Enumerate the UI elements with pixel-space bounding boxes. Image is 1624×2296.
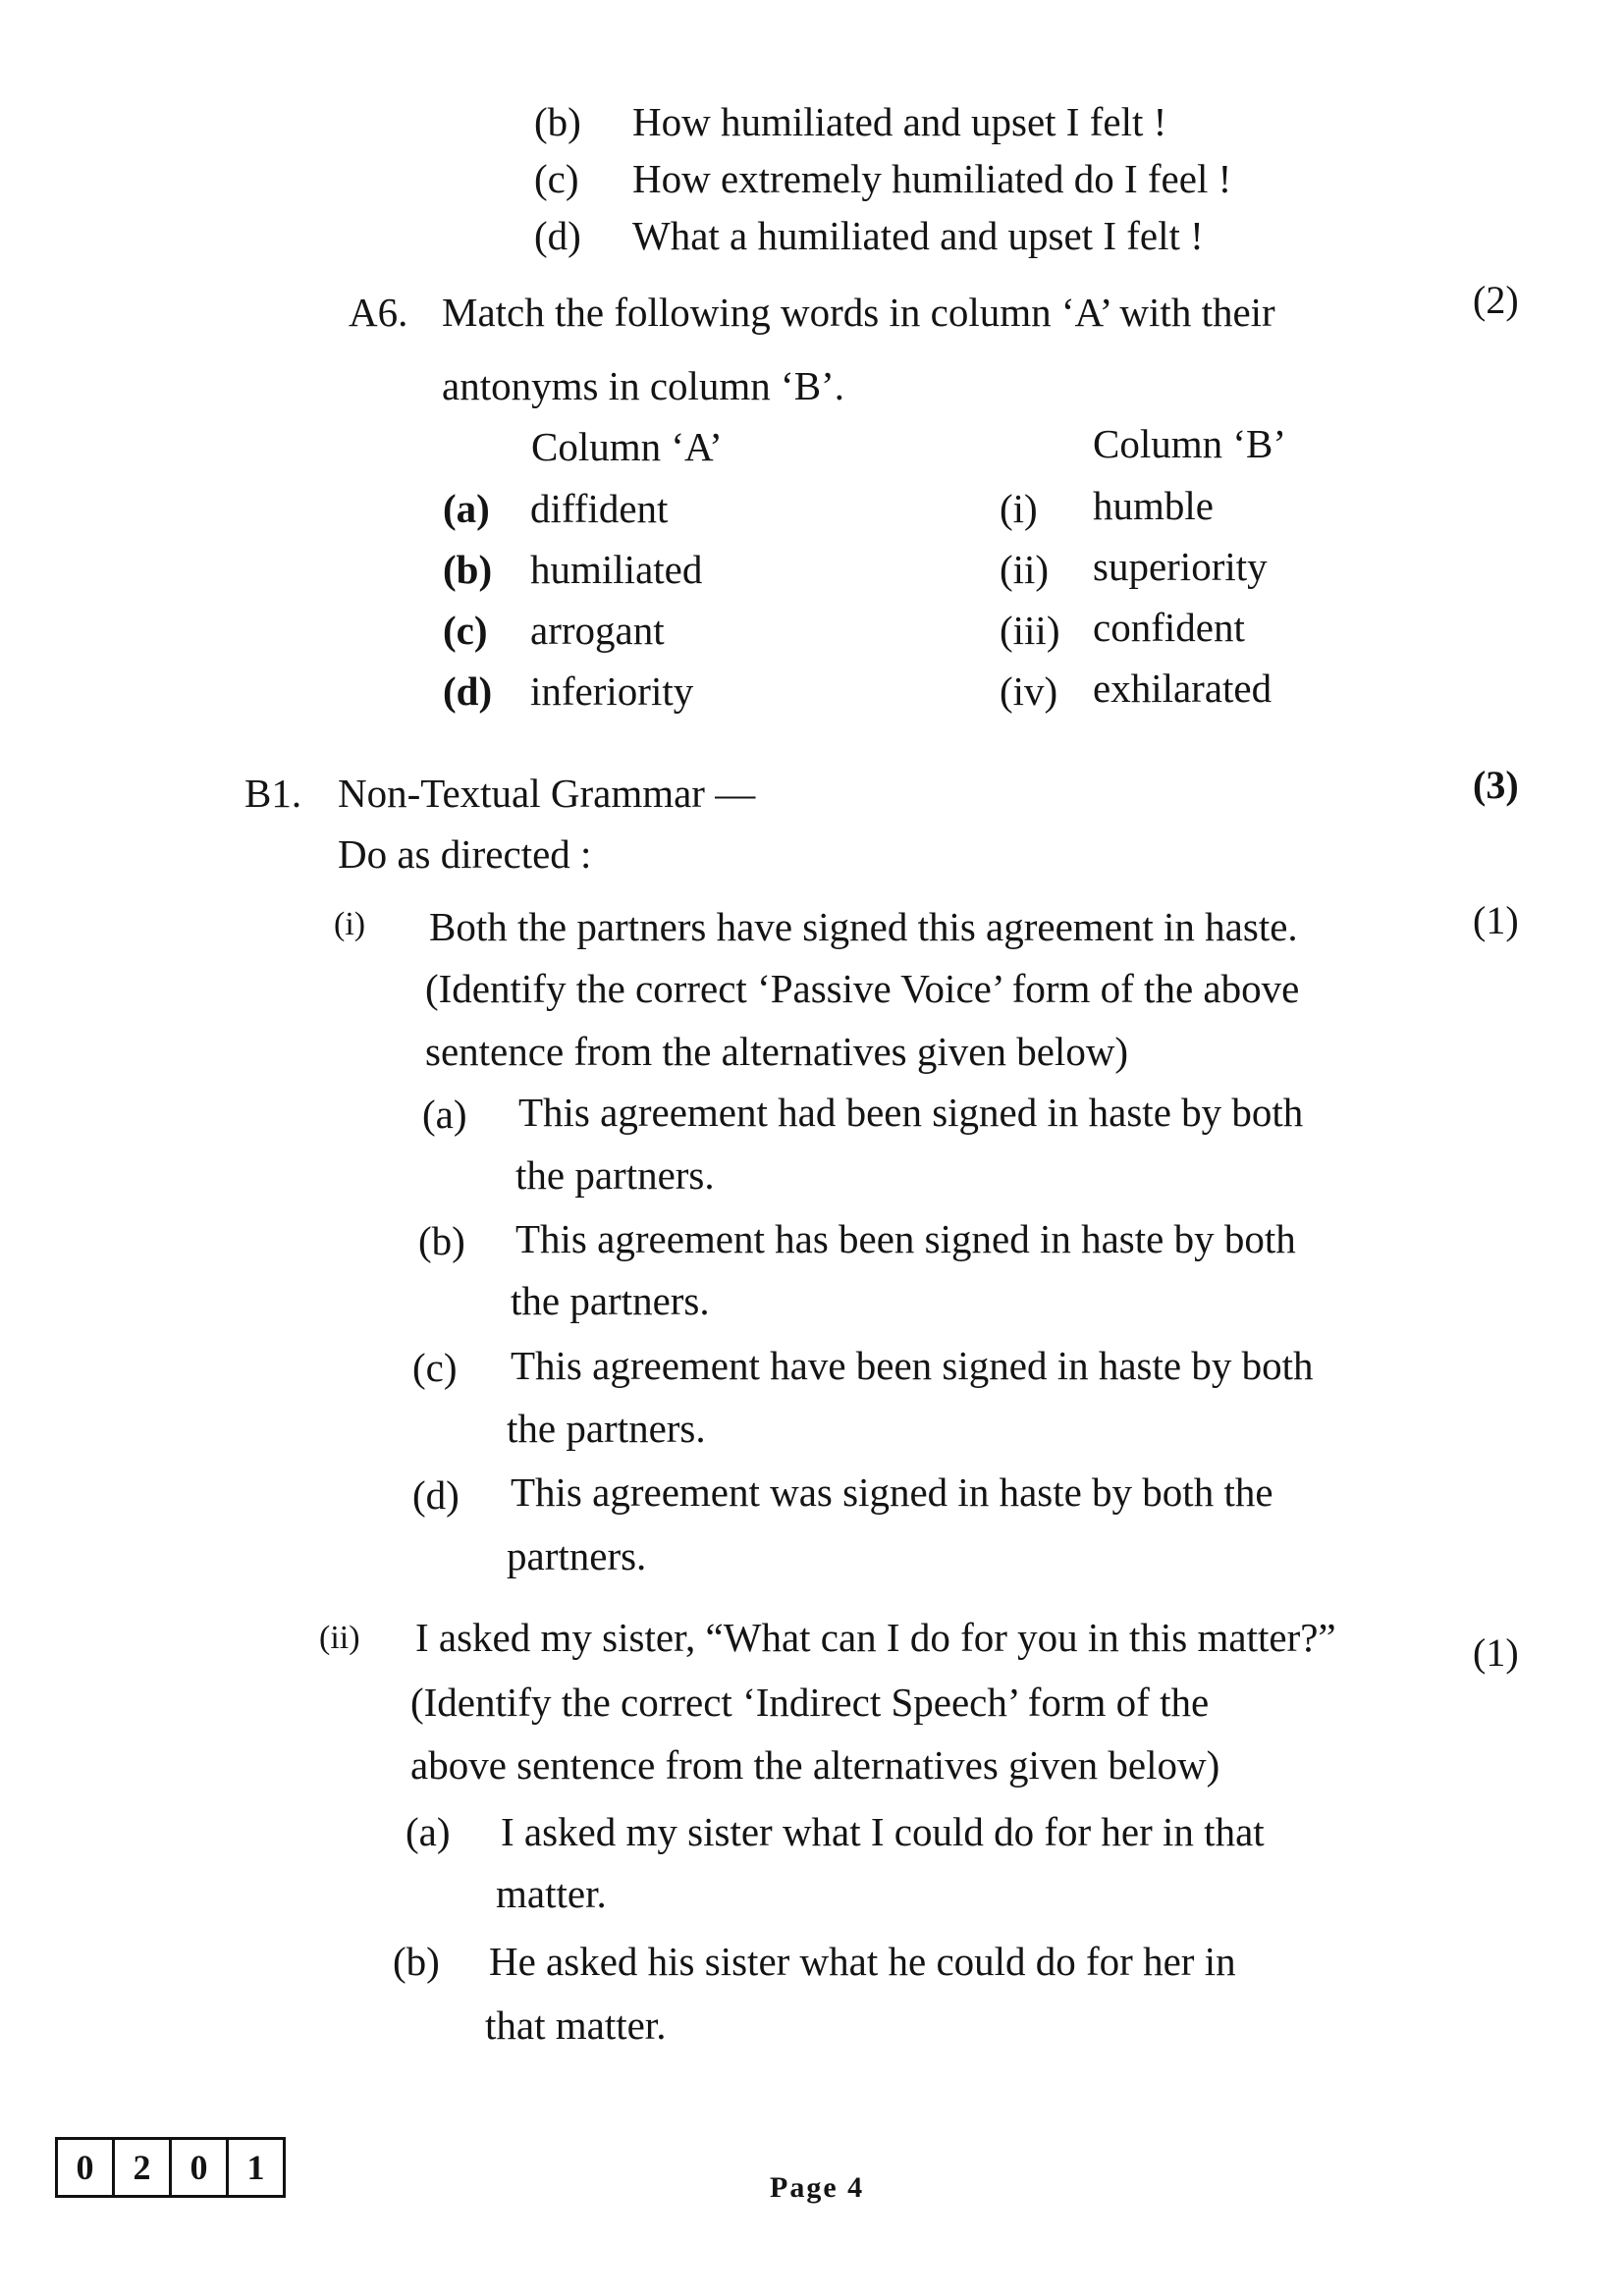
a6-row-iv-label: (iv): [1000, 668, 1058, 714]
b1-q1-option-d-line2: partners.: [507, 1533, 647, 1578]
b1-q1-line2: (Identify the correct ‘Passive Voice’ form of the above: [425, 966, 1300, 1011]
a6-row-c-label: (c): [443, 608, 488, 653]
b1-q2-line1: I asked my sister, “What can I do for you in this matter?”: [415, 1615, 1336, 1660]
a6-row-b-word: humiliated: [530, 547, 703, 592]
b1-q1-marks: (1): [1473, 898, 1519, 942]
b1-q2-line3: above sentence from the alternatives given below): [410, 1742, 1220, 1788]
b1-q1-option-a-line1: This agreement had been signed in haste by both: [518, 1090, 1304, 1135]
b1-q2-line2: (Identify the correct ‘Indirect Speech’ form of the: [410, 1680, 1210, 1725]
a6-row-a-word: diffident: [530, 486, 669, 531]
b1-q1-option-d-label: (d): [412, 1472, 460, 1518]
b1-q1-option-c-line2: the partners.: [507, 1406, 706, 1451]
a5-option-b-text: How humiliated and upset I felt !: [632, 99, 1167, 144]
a6-line1: Match the following words in column ‘A’ with their: [442, 290, 1275, 335]
b1-q1-option-b-line1: This agreement has been signed in haste by both: [515, 1216, 1296, 1261]
paper-code-digit: 1: [246, 2148, 265, 2187]
b1-q1-line3: sentence from the alternatives given below): [425, 1029, 1129, 1074]
b1-q2-option-a-line1: I asked my sister what I could do for her in that: [501, 1809, 1265, 1854]
a6-row-c-word: arrogant: [530, 608, 665, 653]
paper-code-digit: 2: [115, 2140, 172, 2195]
a6-number: A6.: [349, 290, 408, 335]
b1-q2-option-b-line2: that matter.: [485, 2002, 667, 2048]
a6-row-ii-label: (ii): [1000, 547, 1050, 592]
b1-instruction: Do as directed :: [338, 831, 592, 877]
a5-option-b-label: (b): [534, 99, 581, 144]
a6-line2: antonyms in column ‘B’.: [442, 363, 844, 408]
a5-option-c-text: How extremely humiliated do I feel !: [632, 156, 1232, 201]
b1-q2-number: (ii): [319, 1620, 360, 1656]
b1-number: B1.: [244, 771, 302, 816]
a6-row-i-label: (i): [1000, 486, 1038, 531]
a6-row-iv-word: exhilarated: [1093, 666, 1272, 711]
a6-column-a-header: Column ‘A’: [531, 424, 723, 469]
b1-q2-option-b-label: (b): [393, 1939, 440, 1984]
b1-marks: (3): [1473, 763, 1519, 807]
b1-q2-option-a-line2: matter.: [496, 1871, 607, 1916]
a6-row-d-word: inferiority: [530, 668, 694, 714]
b1-q1-option-b-label: (b): [418, 1218, 465, 1263]
a5-option-d-text: What a humiliated and upset I felt !: [632, 213, 1204, 258]
a6-row-b-label: (b): [443, 547, 493, 592]
a6-row-iii-label: (iii): [1000, 608, 1060, 653]
a5-option-d-label: (d): [534, 213, 581, 258]
page-number: Page 4: [770, 2171, 865, 2204]
b1-q1-option-a-line2: the partners.: [515, 1152, 715, 1198]
b1-q1-number: (i): [334, 906, 366, 942]
a6-row-a-label: (a): [443, 486, 490, 531]
paper-code-box: [55, 2137, 286, 2198]
a5-option-c-label: (c): [534, 156, 579, 201]
b1-q2-option-b-line1: He asked his sister what he could do for her in: [489, 1939, 1236, 1984]
b1-q1-option-c-label: (c): [412, 1345, 458, 1390]
a6-marks: (2): [1473, 278, 1519, 322]
b1-q1-option-d-line1: This agreement was signed in haste by both the: [511, 1469, 1273, 1515]
b1-q1-line1: Both the partners have signed this agreement in haste.: [429, 904, 1298, 949]
a6-row-iii-word: confident: [1093, 605, 1245, 650]
b1-q1-option-c-line1: This agreement have been signed in haste by both: [511, 1343, 1314, 1388]
a6-row-ii-word: superiority: [1093, 544, 1268, 589]
b1-q1-option-b-line2: the partners.: [511, 1278, 710, 1323]
paper-code-digit: 0: [58, 2140, 115, 2195]
b1-title: Non-Textual Grammar —: [338, 771, 756, 816]
b1-q2-marks: (1): [1473, 1630, 1519, 1675]
a6-column-b-header: Column ‘B’: [1093, 421, 1287, 466]
paper-code-digit: 0: [172, 2140, 229, 2195]
b1-q1-option-a-label: (a): [422, 1092, 467, 1137]
a6-row-d-label: (d): [443, 668, 493, 714]
b1-q2-option-a-label: (a): [406, 1809, 451, 1854]
a6-row-i-word: humble: [1093, 483, 1214, 528]
